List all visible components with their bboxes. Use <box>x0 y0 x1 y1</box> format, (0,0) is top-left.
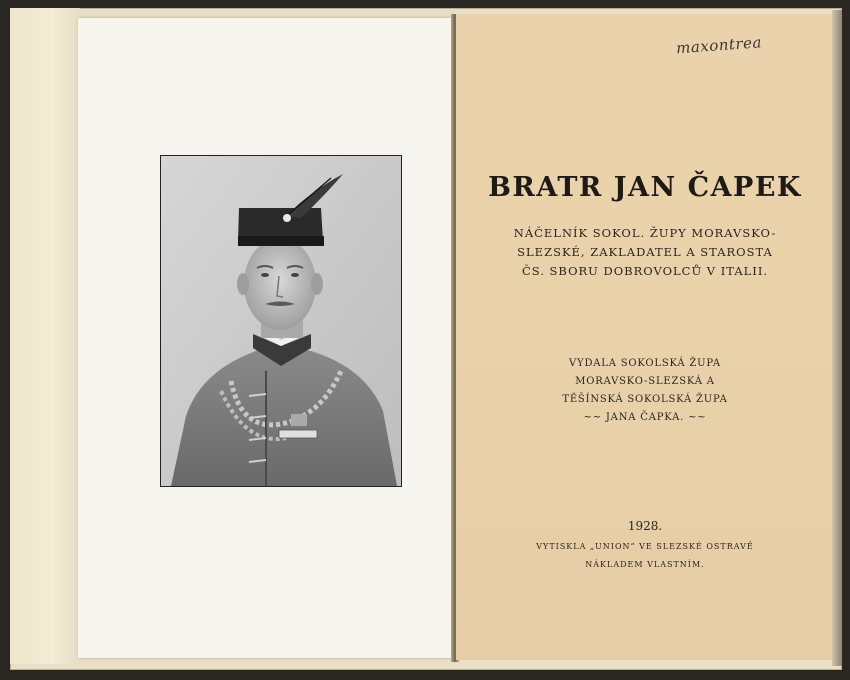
publisher-line: ~~ JANA ČAPKA. ~~ <box>583 412 707 423</box>
portrait-photo-icon <box>161 156 401 486</box>
publication-year: 1928. <box>627 519 663 533</box>
book-title: BRATR JAN ČAPEK <box>488 172 802 203</box>
book-subtitle <box>456 224 834 281</box>
publisher-line: TĚŠÍNSKÁ SOKOLSKÁ ŽUPA <box>562 394 728 405</box>
publisher-line: VYDALA SOKOLSKÁ ŽUPA <box>569 358 721 369</box>
subtitle-line: ČS. SBORU DOBROVOLCŮ V ITALII. <box>521 264 769 278</box>
printer-imprint <box>456 538 834 574</box>
subtitle-line: NÁČELNÍK SOKOL. ŽUPY MORAVSKO- <box>513 226 777 240</box>
frontispiece-portrait <box>160 155 402 487</box>
printer-line: VYTISKLA „UNION“ VE SLEZSKÉ OSTRAVĚ <box>536 542 754 551</box>
subtitle-line: SLEZSKÉ, ZAKLADATEL A STAROSTA <box>517 245 773 259</box>
publisher-block <box>456 355 834 427</box>
cover-edge-left <box>10 8 80 664</box>
handwritten-note: maxontrea <box>675 33 763 58</box>
printer-line: NÁKLADEM VLASTNÍM. <box>585 560 705 569</box>
publisher-line: MORAVSKO-SLEZSKÁ A <box>575 376 715 387</box>
